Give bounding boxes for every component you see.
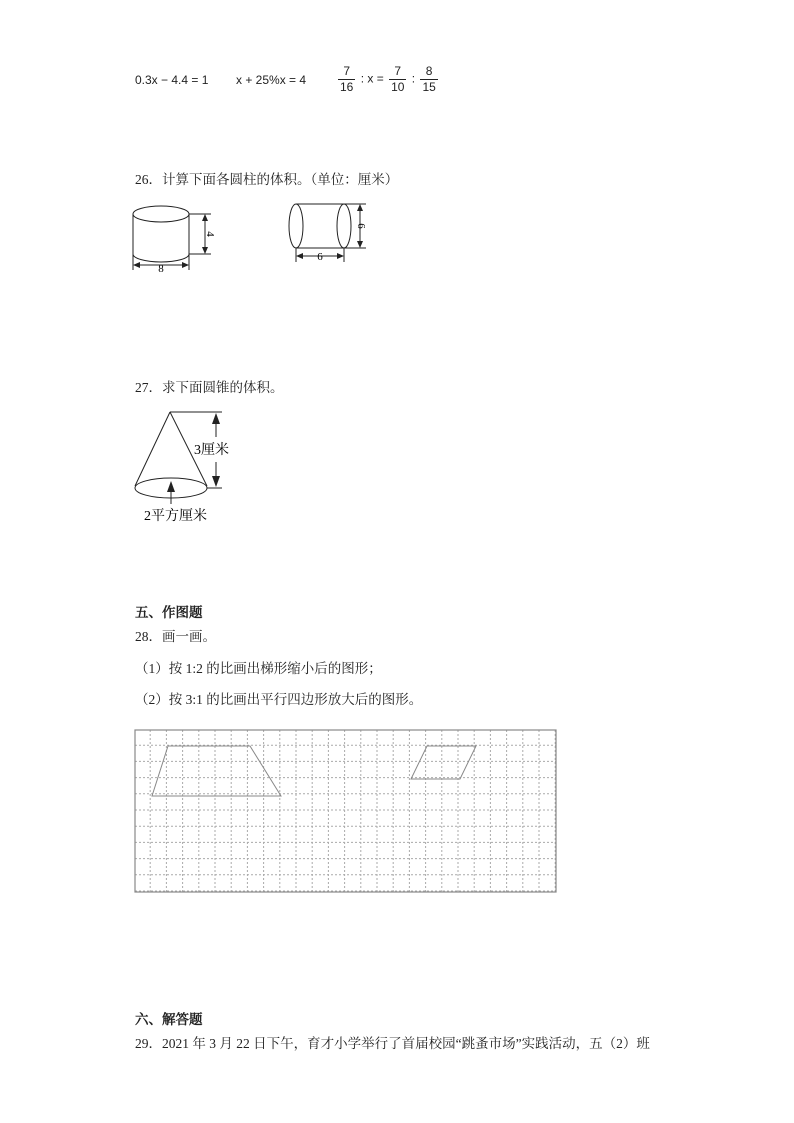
trapezoid-shape — [152, 746, 281, 796]
section-6-heading: 六、解答题 — [135, 1012, 203, 1027]
cone-base-label: 2平方厘米 — [144, 509, 207, 524]
fraction-a-denominator: 16 — [340, 80, 354, 94]
fraction-c — [420, 64, 437, 95]
q29-text: 29．2021 年 3 月 22 日下午，育才小学举行了首届校园“跳蚤市场”实践活动，五（2）班 — [135, 1036, 650, 1051]
equation-3-separator: : — [411, 71, 416, 86]
cylinder-2-figure — [282, 198, 372, 266]
cylinder-2-diameter-label: 6 — [355, 223, 367, 229]
fraction-b-numerator: 7 — [389, 64, 406, 80]
equation-3-middle: : x = — [360, 71, 384, 86]
equation-2 — [236, 73, 306, 87]
q28-title: 28．画一画。 — [135, 629, 216, 644]
q26-title: 26．计算下面各圆柱的体积。（单位：厘米） — [135, 172, 399, 187]
cylinder-2-length-label: 6 — [317, 251, 323, 263]
q28-item-2: （2）按 3:1 的比画出平行四边形放大后的图形。 — [135, 692, 423, 707]
grid-lines — [135, 730, 556, 892]
fraction-b — [389, 64, 406, 95]
cone-height-label: 3厘米 — [194, 443, 229, 458]
q28-item-1: （1）按 1:2 的比画出梯形缩小后的图形； — [135, 661, 382, 676]
section-5-heading: 五、作图题 — [135, 605, 203, 620]
parallelogram-shape — [411, 746, 476, 779]
equation-1-text: 0.3x − 4.4 = 1 — [135, 73, 209, 87]
fraction-a-numerator: 7 — [338, 64, 355, 80]
equation-2-text: x + 25%x = 4 — [236, 73, 307, 87]
cylinder-1-height-label: 4 — [204, 231, 216, 237]
grid-border — [135, 730, 556, 892]
fraction-a — [338, 64, 355, 95]
equation-1 — [135, 73, 208, 87]
fraction-c-denominator: 15 — [422, 80, 436, 94]
cylinder-1-diameter-label: 8 — [158, 263, 164, 274]
drawing-grid[interactable] — [134, 729, 558, 895]
q27-title: 27．求下面圆锥的体积。 — [135, 380, 284, 395]
fraction-c-numerator: 8 — [420, 64, 437, 80]
cone-figure — [125, 404, 240, 530]
cylinder-1-figure — [125, 198, 225, 274]
equation-3 — [336, 64, 440, 95]
fraction-b-denominator: 10 — [391, 80, 405, 94]
